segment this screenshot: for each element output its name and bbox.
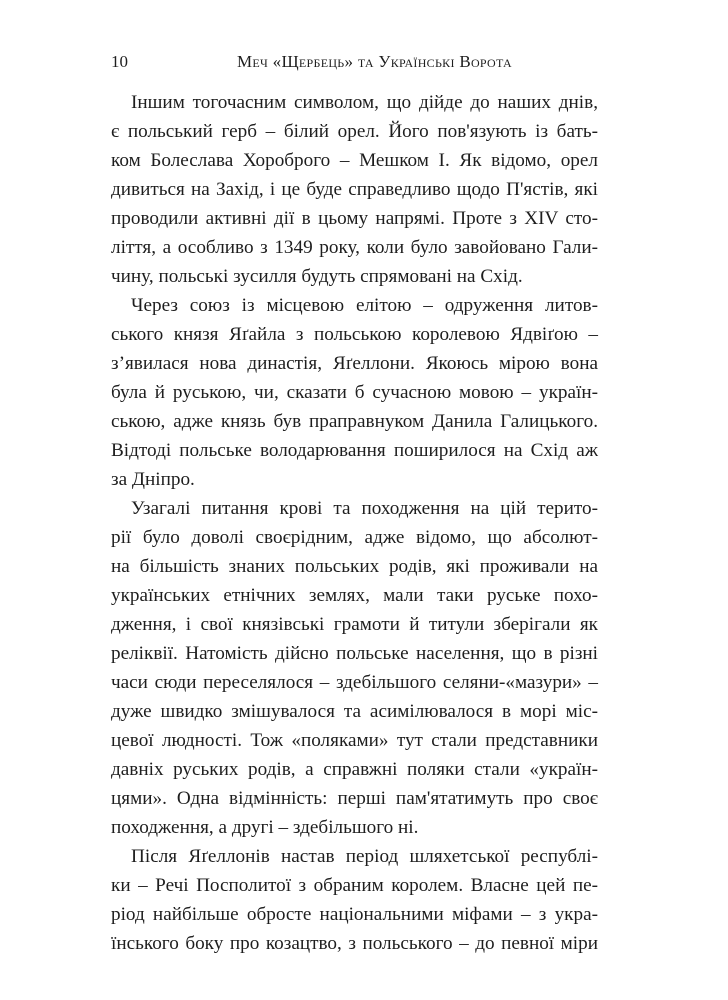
paragraph (111, 494, 598, 842)
text-line: реліквії. Натомість дійсно польське населення, що в різні (111, 643, 598, 664)
text-line: Після Яґеллонів настав період шляхетської республі- (131, 846, 598, 867)
text-line: за Дніпро. (111, 469, 195, 490)
text-line: українських етнічних землях, мали таки руське похо- (111, 585, 598, 606)
text-line: ком Болеслава Хороброго – Мешком I. Як відомо, орел (111, 150, 598, 171)
text-line: є польський герб – білий орел. Його пов'язують із бать- (111, 121, 598, 142)
text-line: ською, адже князь був праправнуком Данила Галицького. (111, 411, 598, 432)
text-line: дуже швидко змішувалося та асимілювалося в морі міс- (111, 701, 598, 722)
paragraph (111, 88, 598, 291)
text-line: їнського боку про козацтво, з польського – до певної міри (111, 933, 598, 954)
text-line: з’явилася нова династія, Яґеллони. Якоюсь мірою вона (111, 353, 598, 374)
text-line: ріод найбільше обросте національними міфами – з укра- (111, 904, 598, 925)
text-line: ліття, а особливо з 1349 року, коли було завойовано Гали- (111, 237, 598, 258)
page-body (111, 88, 598, 958)
text-line: давніх руських родів, а справжні поляки стали «україн- (111, 759, 598, 780)
running-header (111, 52, 598, 78)
paragraph (111, 291, 598, 494)
text-line: цями». Одна відмінність: перші пам'ятатимуть про своє (111, 788, 598, 809)
text-line: Узагалі питання крові та походження на цій терито- (131, 498, 598, 519)
paragraph (111, 842, 598, 958)
text-line: часи сюди переселялося – здебільшого селяни-«мазури» – (111, 672, 598, 693)
text-line: ського князя Яґайла з польською королевою Ядвіґою – (111, 324, 598, 345)
text-line: Відтоді польське володарювання поширилося на Схід аж (111, 440, 598, 461)
running-title: Меч «Щербець» та Українські Ворота (236, 52, 513, 71)
text-line: походження, а другі – здебільшого ні. (111, 817, 419, 838)
text-line: Іншим тогочасним символом, що дійде до наших днів, (131, 92, 598, 113)
text-line: цевої людності. Тож «поляками» тут стали представники (111, 730, 598, 751)
text-line: рії було доволі своєрідним, адже відомо, що абсолют- (111, 527, 598, 548)
text-line: проводили активні дії в цьому напрямі. Проте з XIV сто- (111, 208, 598, 229)
text-line: чину, польські зусилля будуть спрямовані на Схід. (111, 266, 523, 287)
text-line: дження, і свої князівські грамоти й титули зберігали як (111, 614, 598, 635)
page-number: 10 (111, 52, 128, 71)
text-line: Через союз із місцевою елітою – одруження литов- (131, 295, 598, 316)
text-line: ки – Речі Посполитої з обраним королем. Власне цей пе- (111, 875, 598, 896)
text-line: дивиться на Захід, і це буде справедливо щодо П'ястів, які (111, 179, 598, 200)
text-line: на більшість знаних польських родів, які проживали на (111, 556, 598, 577)
text-line: була й руською, чи, сказати б сучасною мовою – україн- (111, 382, 598, 403)
